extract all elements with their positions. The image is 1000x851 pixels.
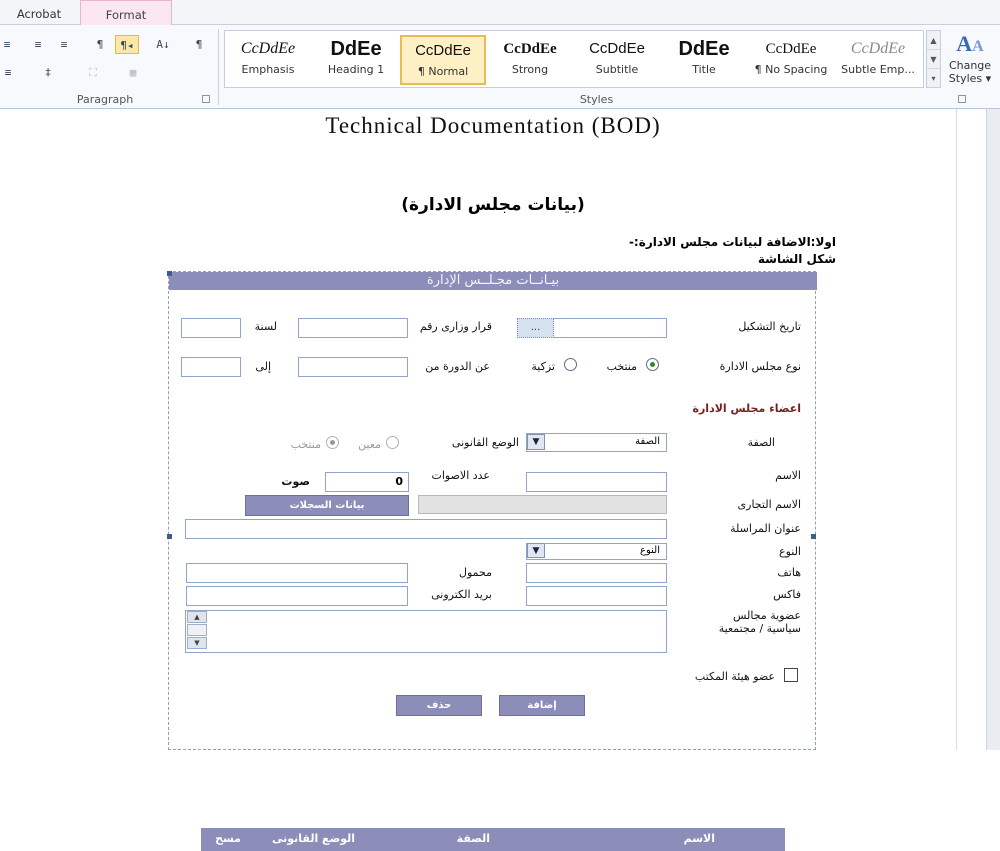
term-from-field[interactable] (298, 357, 408, 377)
style-name: Strong (511, 63, 549, 76)
tab-format[interactable]: Format (80, 0, 172, 26)
capacity-label: الصفة (747, 436, 775, 449)
section-heading: اولا:الاضافة لبيانات مجلس الادارة:- (628, 235, 836, 249)
elected-member-label: منتخب (290, 438, 321, 451)
email-label: بريد الكترونى (431, 588, 492, 601)
votes-field[interactable] (325, 472, 409, 492)
delete-button[interactable]: حذف (396, 695, 482, 716)
style-preview: CcDdEe (415, 42, 471, 59)
registry-data-button[interactable]: بيانات السجلات (245, 495, 409, 516)
style-name: ¶ Normal (417, 65, 469, 78)
chevron-down-icon: ▾ (985, 72, 992, 85)
style-no-spacing[interactable] (748, 35, 834, 85)
councils-label-line1: عضوية مجالس (733, 609, 801, 622)
councils-textarea[interactable] (185, 610, 667, 653)
style-subtitle[interactable] (574, 35, 660, 85)
term-to-field[interactable] (181, 357, 241, 377)
gender-select-value: النوع (640, 545, 660, 556)
capacity-select-value: الصفة (635, 436, 660, 447)
paragraph-dialog-launcher-icon[interactable] (202, 95, 210, 103)
line-spacing-icon[interactable]: ‡ (44, 66, 52, 79)
phone-field[interactable] (526, 563, 667, 583)
borders-icon[interactable]: ▦ (129, 66, 137, 79)
appointed-radio[interactable] (386, 436, 399, 449)
arabic-title: (بيانات مجلس الادارة) (401, 195, 585, 215)
gender-select[interactable] (526, 543, 667, 560)
term-from-label: عن الدورة من (425, 360, 490, 373)
votes-value: 0 (395, 475, 403, 488)
paragraph-group-label: Paragraph (76, 93, 134, 106)
chevron-down-icon[interactable]: ▼ (527, 543, 545, 558)
ltr-direction-icon[interactable]: ¶ (96, 38, 104, 51)
style-preview: CcDdEe (589, 40, 645, 57)
change-styles-button[interactable] (944, 29, 996, 95)
style-normal[interactable] (400, 35, 486, 85)
style-name: Title (692, 63, 716, 76)
trade-name-field (418, 495, 667, 514)
email-field[interactable] (186, 586, 408, 606)
screen-caption: شكل الشاشة (757, 252, 836, 266)
appointed-label: معين (358, 438, 381, 451)
decrease-indent-icon[interactable]: ≡ (34, 38, 42, 51)
votes-label: عدد الاصوات (431, 469, 490, 482)
decree-number-field[interactable] (298, 318, 408, 338)
style-name: Subtle Emp... (841, 63, 915, 76)
fax-label-main: فاكس (773, 588, 801, 601)
scroll-up-icon[interactable]: ▲ (187, 611, 207, 623)
ribbon-separator (218, 29, 219, 105)
name-field[interactable] (526, 472, 667, 492)
style-preview: DdEe (678, 38, 730, 60)
change-styles-icon: AA (956, 31, 984, 56)
formation-date-label: تاريخ التشكيل (738, 320, 801, 333)
change-styles-label-1: Change (948, 59, 992, 72)
styles-gallery-scroll (926, 30, 941, 88)
mobile-label: محمول (458, 566, 492, 579)
style-emphasis[interactable] (225, 35, 311, 85)
elected-label: منتخب (606, 360, 637, 373)
change-styles-label-2: Styles (948, 72, 983, 85)
office-member-checkbox[interactable] (784, 668, 798, 682)
office-member-label: عضو هيئة المكتب (694, 670, 775, 683)
style-name: Emphasis (241, 63, 295, 76)
grid-col-legal-status: الوضع القانونى (271, 832, 355, 845)
document-title: Technical Documentation (BOD) (325, 113, 661, 138)
style-preview: CcDdEe (240, 40, 296, 57)
formation-date-field[interactable] (553, 318, 667, 338)
gallery-more-icon[interactable]: ▾ (931, 74, 936, 83)
shading-icon[interactable]: ⛶ (89, 66, 97, 79)
grid-col-capacity: الصفة (456, 832, 490, 845)
style-preview: DdEe (330, 38, 382, 60)
ribbon-tabs (0, 0, 1000, 25)
show-formatting-icon[interactable]: ¶ (195, 38, 203, 51)
elected-radio[interactable] (646, 358, 659, 371)
styles-group-label: Styles (579, 93, 614, 106)
recommended-radio[interactable] (564, 358, 577, 371)
vote-unit-label: صوت (281, 475, 310, 488)
style-preview: CcDdEe (503, 41, 557, 57)
grid-col-delete: مسح (215, 832, 241, 845)
mobile-field[interactable] (186, 563, 408, 583)
date-picker-button[interactable]: ... (517, 318, 554, 338)
councils-label-line2: سياسية / مجتمعية (718, 622, 801, 635)
style-title[interactable] (661, 35, 747, 85)
form-header: بيـانــات مجـلــس الإدارة (169, 272, 817, 290)
recommended-label: تزكية (531, 360, 555, 373)
rtl-direction-icon[interactable]: ¶◂ (115, 35, 139, 54)
increase-indent-icon[interactable]: ≡ (60, 38, 68, 51)
style-name: Heading 1 (327, 63, 385, 76)
tab-acrobat[interactable]: Acrobat (16, 7, 62, 21)
style-preview: CcDdEe (850, 40, 906, 57)
members-section-title: اعضاء مجلس الادارة (692, 402, 801, 415)
vertical-scrollbar[interactable] (986, 109, 1000, 750)
phone-label: هاتف (777, 566, 801, 579)
numbering-dropdown-icon[interactable]: ≡ (3, 38, 11, 51)
fax-field[interactable] (526, 586, 667, 606)
resize-handle[interactable] (167, 271, 172, 276)
resize-handle[interactable] (167, 534, 172, 539)
style-name: ¶ No Spacing (754, 63, 828, 76)
sort-icon[interactable]: A↓ (156, 38, 170, 51)
mailing-address-field[interactable] (185, 519, 667, 539)
style-name: Subtitle (595, 63, 639, 76)
grid-col-name: الاسم (683, 832, 715, 845)
gallery-down-icon[interactable]: ▼ (927, 50, 940, 69)
board-type-label: نوع مجلس الادارة (719, 360, 801, 373)
bullets-icon[interactable]: ≡ (4, 66, 12, 79)
styles-gallery (224, 30, 924, 88)
capacity-select[interactable] (526, 433, 667, 452)
term-to-label: إلى (255, 360, 271, 373)
trade-name-label: الاسم التجارى (737, 498, 801, 511)
style-strong[interactable] (487, 35, 573, 85)
members-grid-header (201, 828, 785, 851)
scroll-down-icon[interactable]: ▼ (187, 637, 207, 649)
chevron-down-icon[interactable]: ▼ (527, 434, 545, 450)
resize-handle[interactable] (811, 534, 816, 539)
document-page[interactable] (0, 109, 986, 845)
styles-dialog-launcher-icon[interactable] (958, 95, 966, 103)
legal-status-label: الوضع القانونى (451, 436, 519, 449)
style-subtle-emphasis[interactable] (835, 35, 921, 85)
decree-number-label: قرار وزارى رقم (419, 320, 492, 333)
add-button[interactable]: إضافة (499, 695, 585, 716)
style-preview: CcDdEe (765, 41, 817, 57)
scroll-track[interactable] (187, 624, 207, 636)
year-label: لسنة (254, 320, 277, 333)
mailing-address-label: عنوان المراسلة (730, 522, 801, 535)
year-field[interactable] (181, 318, 241, 338)
style-heading-1[interactable] (313, 35, 399, 85)
elected-member-radio[interactable] (326, 436, 339, 449)
ribbon (0, 25, 1000, 109)
embedded-form-screenshot[interactable] (168, 271, 816, 845)
name-label: الاسم (775, 469, 801, 482)
gender-label: النوع (779, 545, 801, 558)
gallery-up-icon[interactable]: ▲ (927, 31, 940, 50)
